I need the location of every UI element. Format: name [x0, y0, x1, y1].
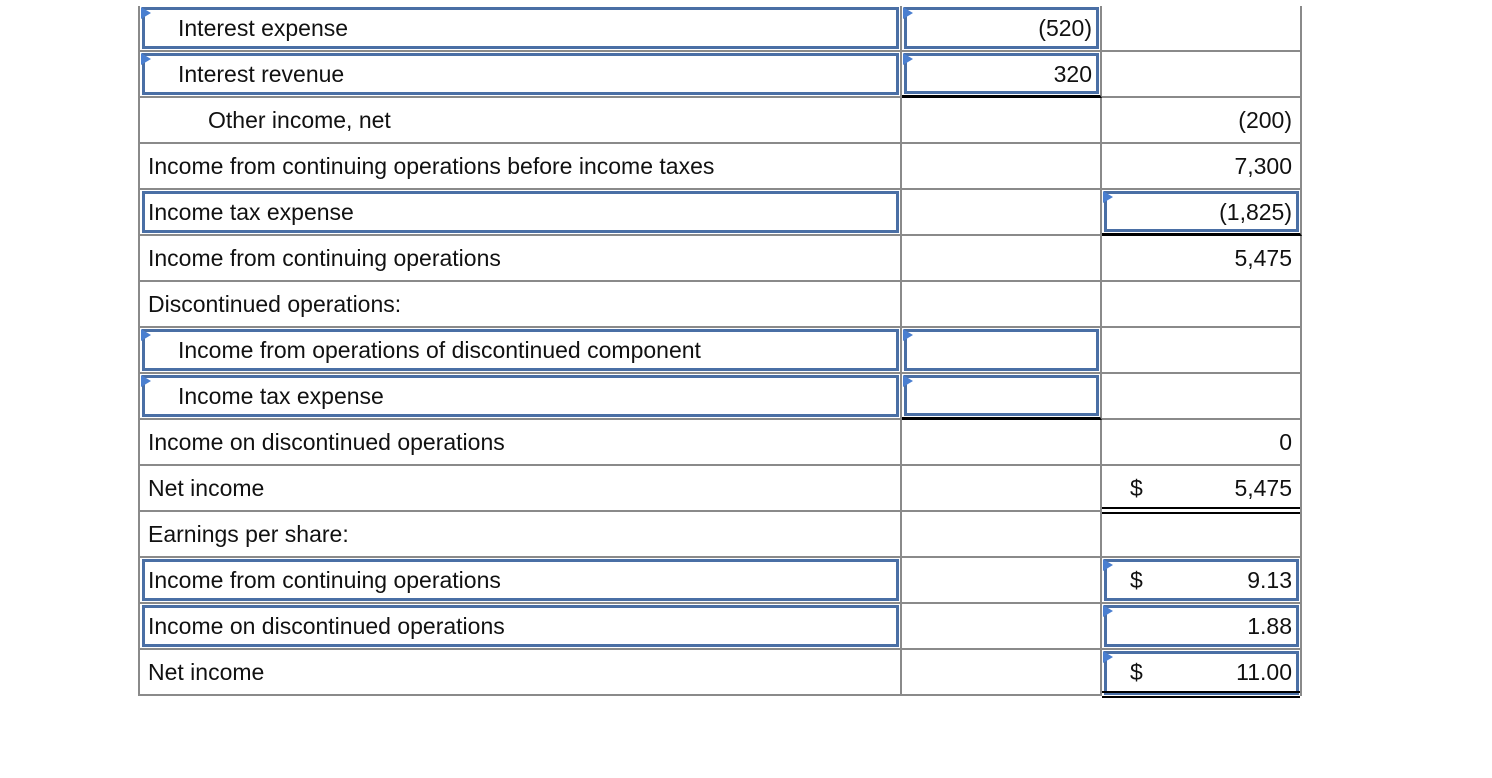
total-cell[interactable] [1102, 190, 1302, 236]
input-marker-icon [903, 7, 913, 19]
amount-value: (520) [1038, 15, 1092, 41]
table-row [138, 512, 1302, 558]
total-value: (200) [1238, 107, 1292, 133]
total-cell[interactable] [1102, 604, 1302, 650]
table-row [138, 650, 1302, 696]
total-cell [1102, 98, 1302, 144]
table-row [138, 236, 1302, 282]
total-cell [1102, 466, 1302, 512]
amount-cell [902, 236, 1102, 282]
input-marker-icon [141, 329, 151, 341]
label-cell[interactable] [138, 6, 902, 52]
total-value: 1.88 [1247, 613, 1292, 639]
total-cell [1102, 6, 1302, 52]
amount-cell [902, 190, 1102, 236]
total-value: 7,300 [1234, 153, 1292, 179]
row-label: Income from continuing operations [148, 567, 501, 593]
amount-cell [902, 466, 1102, 512]
table-row [138, 466, 1302, 512]
total-cell [1102, 236, 1302, 282]
amount-cell [902, 98, 1102, 144]
row-label: Income on discontinued operations [148, 613, 505, 639]
label-cell[interactable] [138, 190, 902, 236]
row-label: Income on discontinued operations [148, 429, 505, 455]
amount-cell [902, 282, 1102, 328]
amount-cell [902, 650, 1102, 696]
currency-symbol: $ [1130, 475, 1143, 501]
total-cell [1102, 420, 1302, 466]
amount-cell[interactable] [902, 52, 1102, 98]
input-marker-icon [1103, 651, 1113, 663]
amount-cell [902, 512, 1102, 558]
label-cell [138, 420, 902, 466]
amount-value: 320 [1053, 61, 1092, 87]
label-cell[interactable] [138, 328, 902, 374]
input-marker-icon [1103, 559, 1113, 571]
row-label: Interest expense [178, 15, 349, 41]
table-row [138, 52, 1302, 98]
table-row [138, 190, 1302, 236]
label-cell [138, 282, 902, 328]
input-marker-icon [141, 53, 151, 65]
currency-symbol: $ [1130, 659, 1143, 685]
total-cell[interactable] [1102, 650, 1302, 696]
table-row [138, 6, 1302, 52]
total-value: 5,475 [1234, 245, 1292, 271]
label-cell[interactable] [138, 374, 902, 420]
total-value: 0 [1279, 429, 1292, 455]
table-row [138, 558, 1302, 604]
row-label: Earnings per share: [148, 521, 349, 547]
amount-cell [902, 420, 1102, 466]
table-row [138, 604, 1302, 650]
table-row [138, 282, 1302, 328]
row-label: Income tax expense [178, 383, 384, 409]
total-value: 11.00 [1236, 659, 1292, 685]
input-marker-icon [903, 375, 913, 387]
amount-cell [902, 604, 1102, 650]
total-cell [1102, 374, 1302, 420]
input-marker-icon [1103, 191, 1113, 203]
table-row [138, 328, 1302, 374]
label-cell [138, 466, 902, 512]
row-label: Interest revenue [178, 61, 345, 87]
row-label: Net income [148, 475, 265, 501]
total-value: (1,825) [1219, 199, 1292, 225]
row-label: Net income [148, 659, 265, 685]
total-cell [1102, 282, 1302, 328]
label-cell[interactable] [138, 52, 902, 98]
amount-cell[interactable] [902, 328, 1102, 374]
table-row [138, 144, 1302, 190]
label-cell[interactable] [138, 558, 902, 604]
amount-cell[interactable] [902, 6, 1102, 52]
table-row [138, 98, 1302, 144]
amount-cell [902, 558, 1102, 604]
label-cell[interactable] [138, 604, 902, 650]
input-marker-icon [141, 7, 151, 19]
amount-cell[interactable] [902, 374, 1102, 420]
row-label: Income from continuing operations [148, 245, 501, 271]
row-label: Income tax expense [148, 199, 354, 225]
amount-cell [902, 144, 1102, 190]
row-label: Income from operations of discontinued component [178, 337, 701, 363]
row-label: Discontinued operations: [148, 291, 402, 317]
label-cell [138, 236, 902, 282]
double-underline [1102, 691, 1300, 698]
total-value: 5,475 [1234, 475, 1292, 501]
total-cell[interactable] [1102, 558, 1302, 604]
input-marker-icon [141, 375, 151, 387]
total-value: 9.13 [1247, 567, 1292, 593]
total-cell [1102, 52, 1302, 98]
label-cell [138, 98, 902, 144]
row-label: Income from continuing operations before income taxes [148, 153, 715, 179]
input-marker-icon [1103, 605, 1113, 617]
input-marker-icon [903, 329, 913, 341]
total-cell [1102, 328, 1302, 374]
row-label: Other income, net [208, 107, 391, 133]
total-cell [1102, 512, 1302, 558]
table-row [138, 374, 1302, 420]
total-cell [1102, 144, 1302, 190]
table-row [138, 420, 1302, 466]
label-cell [138, 512, 902, 558]
currency-symbol: $ [1130, 567, 1143, 593]
label-cell [138, 650, 902, 696]
label-cell [138, 144, 902, 190]
input-marker-icon [903, 53, 913, 65]
